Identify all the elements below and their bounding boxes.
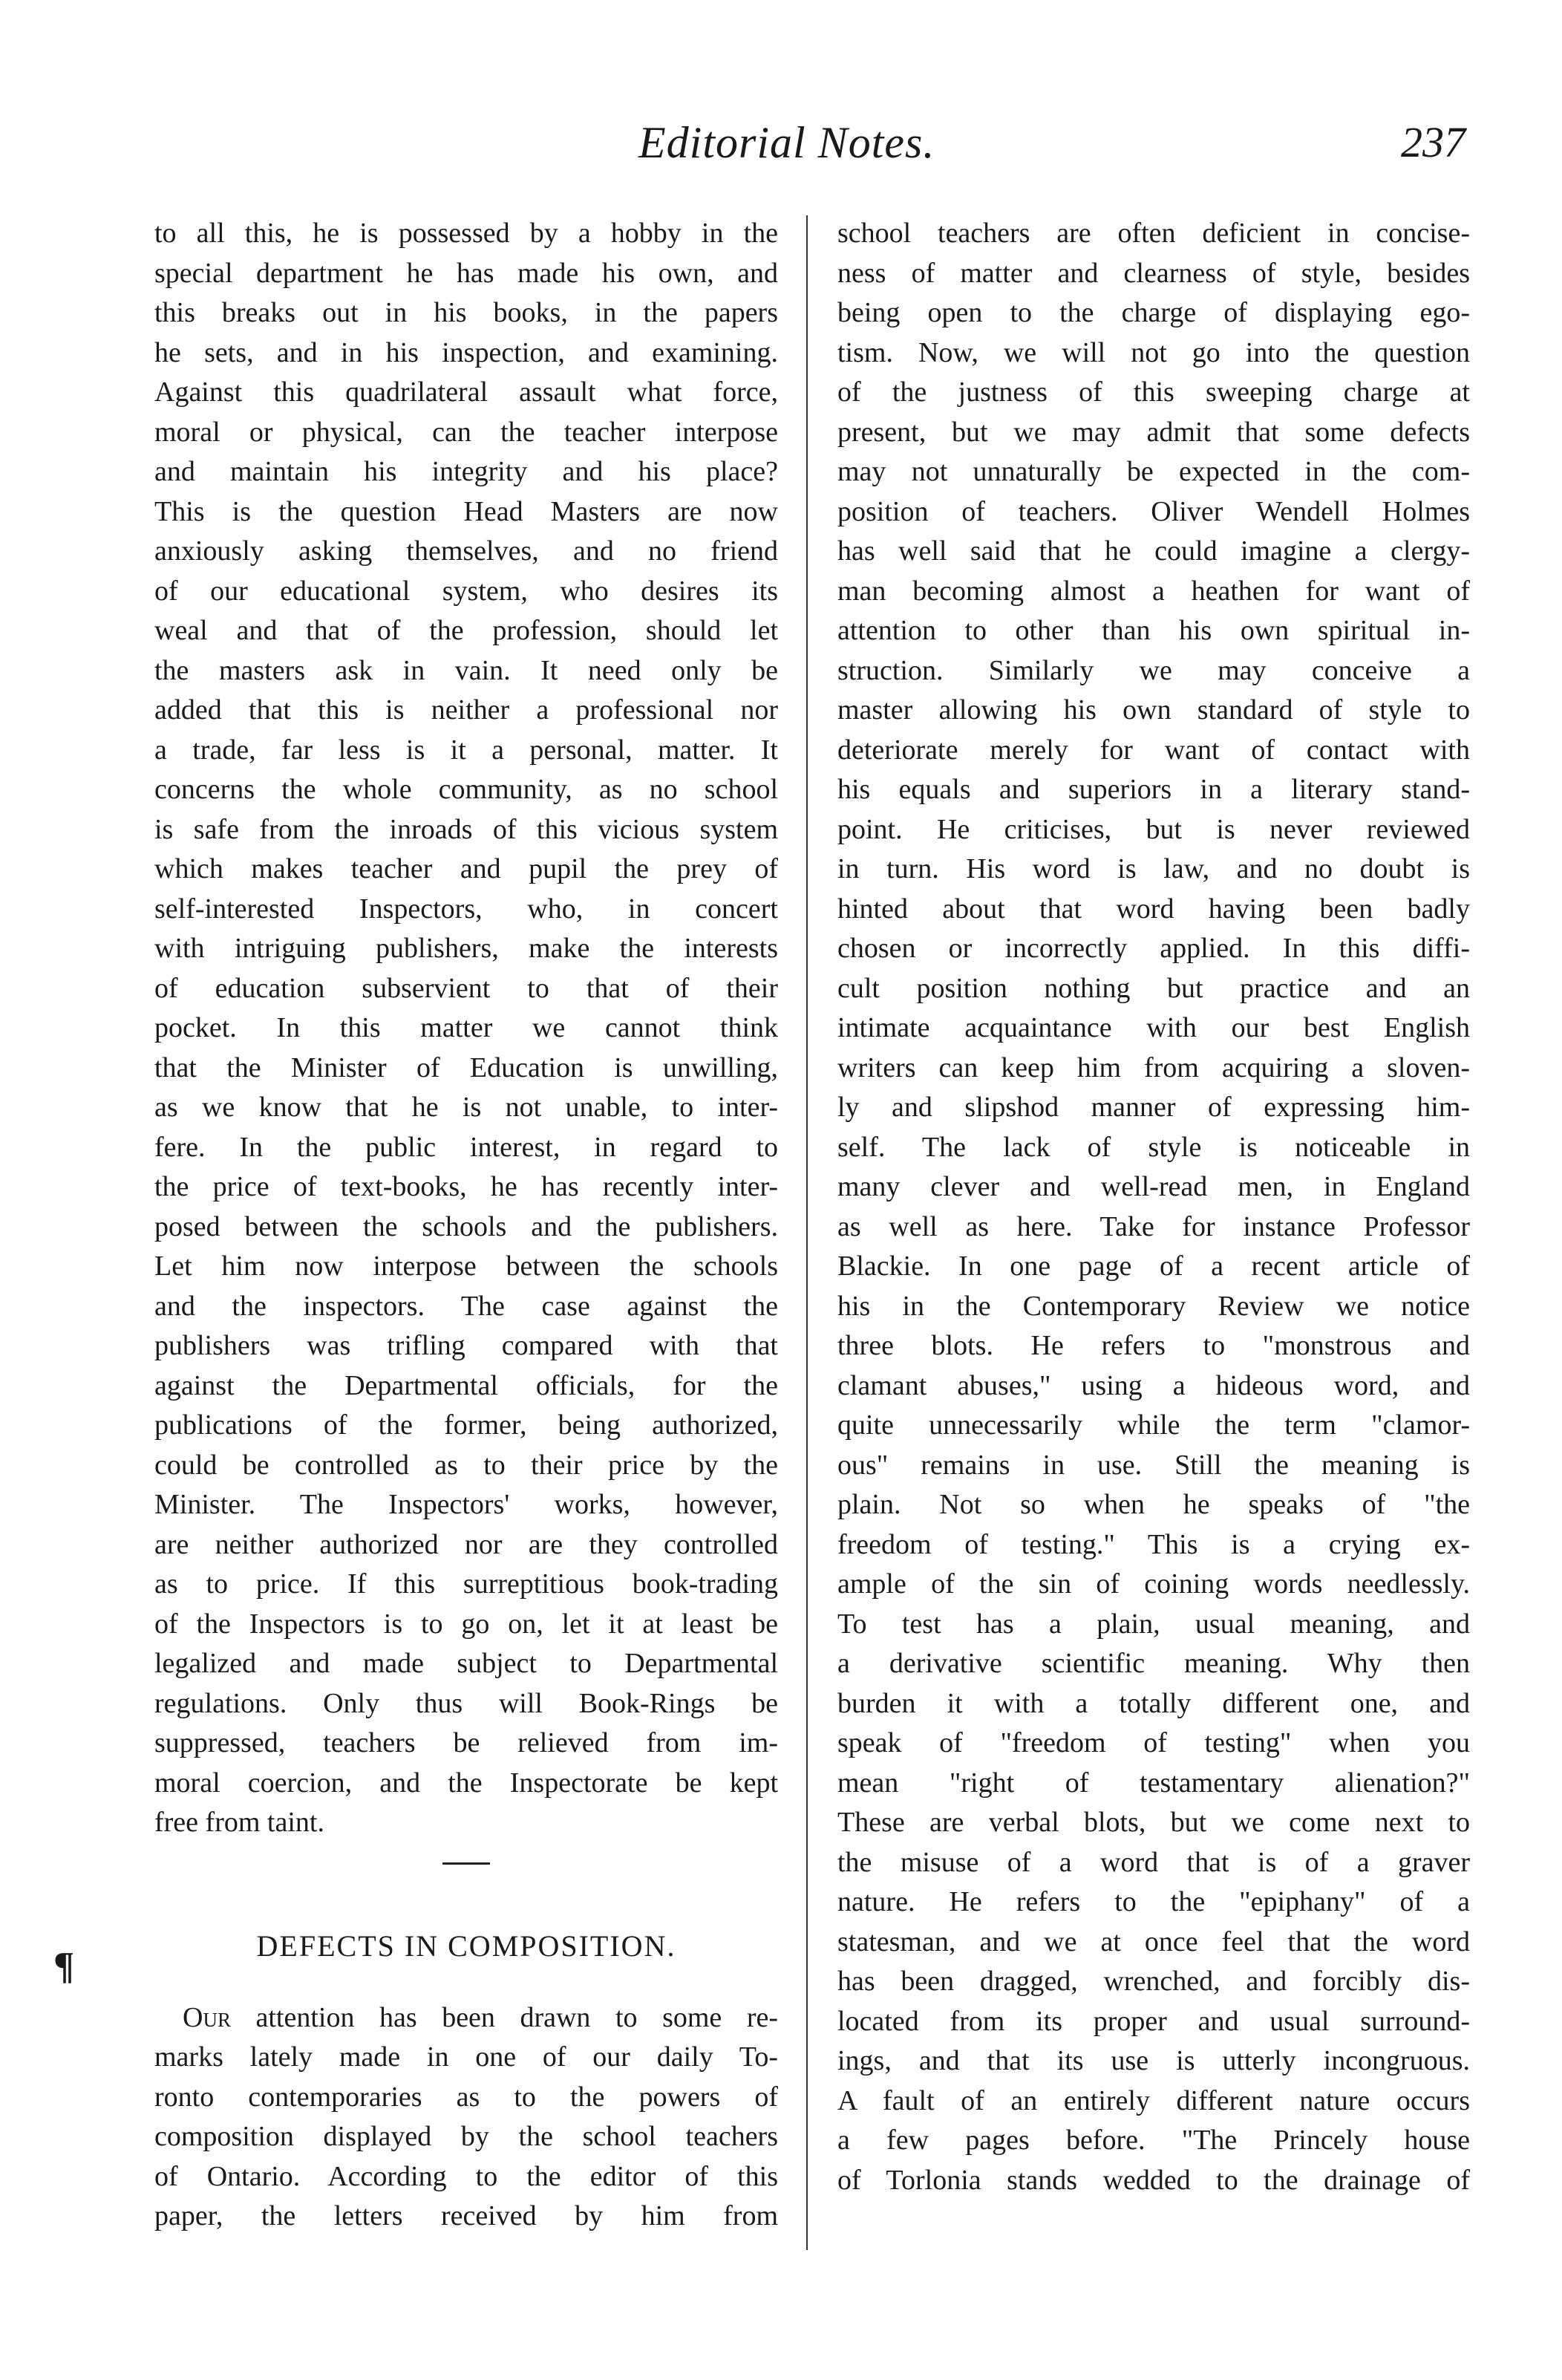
text-line: of Ontario. According to the editor of this [154, 2160, 778, 2192]
text-line: clamant abuses," using a hideous word, and [837, 1369, 1470, 1401]
text-line: point. He criticises, but is never reviewed [837, 813, 1470, 845]
text-line: chosen or incorrectly applied. In this diffi- [837, 933, 1470, 964]
text-line: has been dragged, wrenched, and forcibly dis- [837, 1966, 1470, 1997]
text-line: that the Minister of Education is unwilling, [154, 1052, 778, 1083]
text-line: of the Inspectors is to go on, let it at least be [154, 1608, 778, 1640]
text-line: Against this quadrilateral assault what force, [154, 376, 778, 408]
text-line: Blackie. In one page of a recent article of [837, 1251, 1470, 1282]
left-column [154, 214, 778, 2237]
text-line: he sets, and in his inspection, and examining. [154, 336, 778, 368]
text-line: concerns the whole community, as no school [154, 774, 778, 805]
text-line: ness of matter and clearness of style, besides [837, 257, 1470, 289]
drop-word: Our [183, 2001, 231, 2033]
text-line: publishers was trifling compared with that [154, 1330, 778, 1361]
text-line: pocket. In this matter we cannot think [154, 1012, 778, 1043]
text-line: publications of the former, being authorized, [154, 1409, 778, 1441]
text-line: regulations. Only thus will Book-Rings be [154, 1687, 778, 1719]
text-line: to all this, he is possessed by a hobby in the [154, 218, 778, 249]
text-line: ample of the sin of coining words needlessly. [837, 1568, 1470, 1600]
text-line: struction. Similarly we may conceive a [837, 654, 1470, 686]
text-line: has well said that he could imagine a clergy- [837, 535, 1470, 567]
text-line: which makes teacher and pupil the prey of [154, 853, 778, 884]
text-line: the masters ask in vain. It need only be [154, 654, 778, 686]
text-line: These are verbal blots, but we come next to [837, 1807, 1470, 1838]
text-line: three blots. He refers to "monstrous and [837, 1330, 1470, 1361]
text-line: school teachers are often deficient in concise- [837, 218, 1470, 249]
text-line: mean "right of testamentary alienation?" [837, 1767, 1470, 1799]
text-line: legalized and made subject to Departmental [154, 1648, 778, 1679]
text-line: and maintain his integrity and his place? [154, 456, 778, 487]
text-line: ronto contemporaries as to the powers of [154, 2081, 778, 2113]
text-line: as we know that he is not unable, to inter- [154, 1092, 778, 1123]
text-line: freedom of testing." This is a crying ex- [837, 1528, 1470, 1560]
text-line: many clever and well-read men, in England [837, 1171, 1470, 1202]
text-line: attention to other than his own spiritual in- [837, 615, 1470, 646]
text-line: could be controlled as to their price by the [154, 1449, 778, 1481]
text-line: special department he has made his own, and [154, 257, 778, 289]
running-head: Editorial Notes. [638, 118, 935, 167]
text-line: a derivative scientific meaning. Why then [837, 1648, 1470, 1679]
text-line: fere. In the public interest, in regard to [154, 1131, 778, 1163]
section-heading: DEFECTS IN COMPOSITION. [256, 1929, 676, 1963]
text-line: composition displayed by the school teachers [154, 2121, 778, 2152]
text-line: a few pages before. "The Princely house [837, 2125, 1470, 2156]
text-line: located from its proper and usual surround- [837, 2005, 1470, 2037]
text-line: moral or physical, can the teacher interpose [154, 416, 778, 448]
text-line: in turn. His word is law, and no doubt is [837, 853, 1470, 884]
text-line: moral coercion, and the Inspectorate be kept [154, 1767, 778, 1799]
text-line: suppressed, teachers be relieved from im- [154, 1727, 778, 1758]
text-line: self. The lack of style is noticeable in [837, 1131, 1470, 1163]
text-line: statesman, and we at once feel that the word [837, 1926, 1470, 1957]
text-line: added that this is neither a professional nor [154, 694, 778, 726]
text-line: of the justness of this sweeping charge at [837, 376, 1470, 408]
text-line: marks lately made in one of our daily To- [154, 2041, 778, 2073]
text-line: his in the Contemporary Review we notice [837, 1290, 1470, 1322]
text-line: posed between the schools and the publishers. [154, 1210, 778, 1242]
text-line: intimate acquaintance with our best English [837, 1012, 1470, 1043]
column-divider [806, 215, 808, 2250]
text-line: a trade, far less is it a personal, matter. It [154, 734, 778, 766]
text-line: this breaks out in his books, in the papers [154, 297, 778, 328]
text-line: as to price. If this surreptitious book-trading [154, 1568, 778, 1600]
text-line: Let him now interpose between the schools [154, 1251, 778, 1282]
text-line: against the Departmental officials, for the [154, 1369, 778, 1401]
text-line: position of teachers. Oliver Wendell Holmes [837, 495, 1470, 527]
text-line: of Torlonia stands wedded to the drainage of [837, 2164, 1470, 2196]
text-line: quite unnecessarily while the term "clamor- [837, 1409, 1470, 1441]
text-line: man becoming almost a heathen for want of [837, 575, 1470, 607]
text-line: speak of "freedom of testing" when you [837, 1727, 1470, 1758]
text-line: being open to the charge of displaying ego- [837, 297, 1470, 328]
text-line: A fault of an entirely different nature occurs [837, 2084, 1470, 2116]
text-line: the price of text-books, he has recently inter- [154, 1171, 778, 1202]
right-column-text [837, 214, 1470, 2200]
text-line: plain. Not so when he speaks of "the [837, 1489, 1470, 1520]
text-line: present, but we may admit that some defects [837, 416, 1470, 448]
text-line: ous" remains in use. Still the meaning is [837, 1449, 1470, 1481]
section-body-text [154, 2038, 778, 2237]
text-line: of education subservient to that of their [154, 972, 778, 1004]
text-line: anxiously asking themselves, and no friend [154, 535, 778, 567]
text-line: deteriorate merely for want of contact with [837, 734, 1470, 766]
text-line: Minister. The Inspectors' works, however, [154, 1489, 778, 1520]
text-line: tism. Now, we will not go into the question [837, 336, 1470, 368]
margin-paragraph-mark: ¶ [53, 1945, 75, 1987]
text-line: ings, and that its use is utterly incongruous. [837, 2045, 1470, 2076]
left-column-text [154, 214, 778, 1843]
text-line: This is the question Head Masters are now [154, 495, 778, 527]
text-line: of our educational system, who desires its [154, 575, 778, 607]
text-line: with intriguing publishers, make the interests [154, 933, 778, 964]
first-line-rest: attention has been drawn to some re- [230, 2001, 778, 2033]
text-line: are neither authorized nor are they controlled [154, 1528, 778, 1560]
section-first-line [154, 1998, 778, 2038]
text-line: is safe from the inroads of this vicious system [154, 813, 778, 845]
text-line: cult position nothing but practice and an [837, 972, 1470, 1004]
text-line: paper, the letters received by him from [154, 2200, 778, 2231]
text-line: To test has a plain, usual meaning, and [837, 1608, 1470, 1640]
text-line: his equals and superiors in a literary stand- [837, 774, 1470, 805]
right-column [837, 214, 1470, 2200]
text-line: weal and that of the profession, should let [154, 615, 778, 646]
text-line: burden it with a totally different one, and [837, 1687, 1470, 1719]
text-line: as well as here. Take for instance Professor [837, 1210, 1470, 1242]
text-line: self-interested Inspectors, who, in concert [154, 893, 778, 925]
page-number: 237 [1401, 118, 1465, 166]
text-line: ly and slipshod manner of expressing him- [837, 1092, 1470, 1123]
text-line: master allowing his own standard of style to [837, 694, 1470, 726]
section-divider [442, 1862, 490, 1865]
text-line: hinted about that word having been badly [837, 893, 1470, 925]
text-line: may not unnaturally be expected in the com- [837, 456, 1470, 487]
text-line: the misuse of a word that is of a graver [837, 1846, 1470, 1878]
text-line: writers can keep him from acquiring a sloven- [837, 1052, 1470, 1083]
text-line: free from taint. [154, 1807, 324, 1838]
text-line: nature. He refers to the "epiphany" of a [837, 1886, 1470, 1917]
text-line: and the inspectors. The case against the [154, 1290, 778, 1322]
